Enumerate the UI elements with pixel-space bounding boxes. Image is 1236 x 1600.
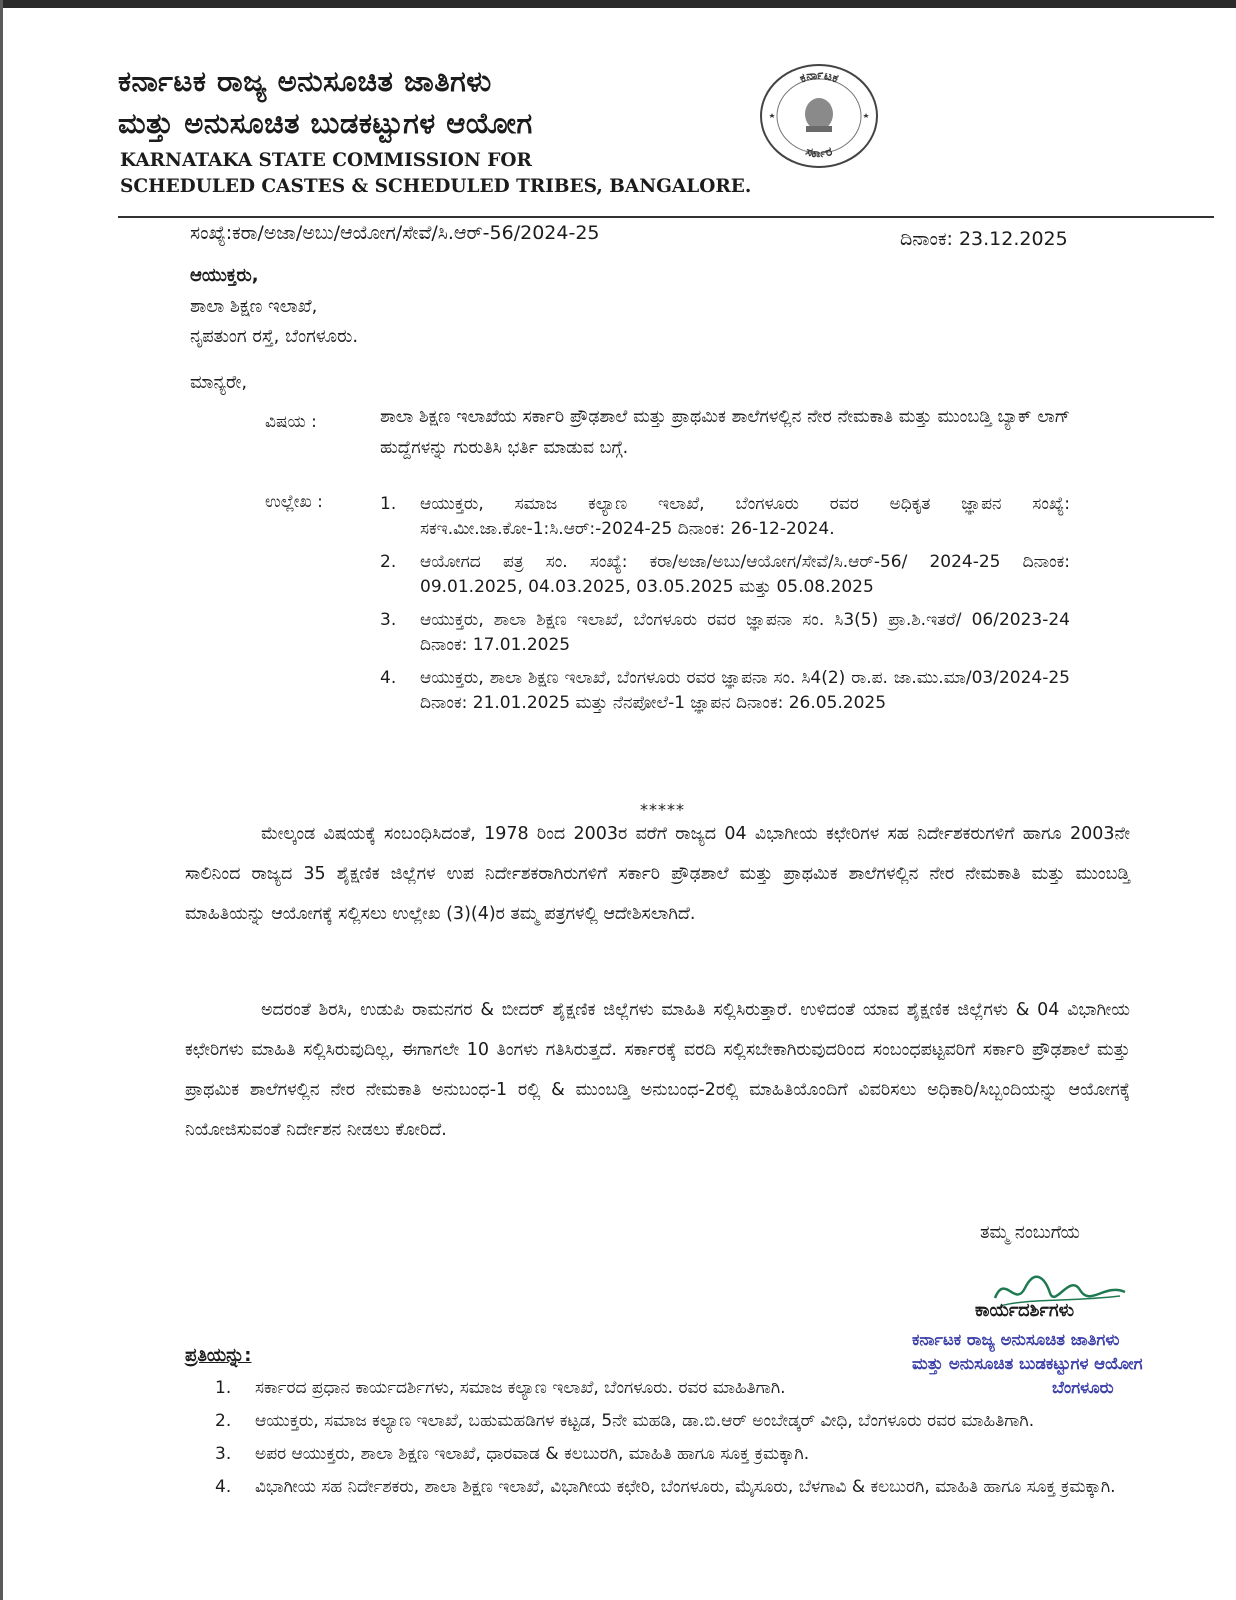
letter-date: ದಿನಾಂಕ: 23.12.2025 [900, 228, 1068, 250]
section-separator: ***** [640, 800, 685, 819]
header-kannada-line2: ಮತ್ತು ಅನುಸೂಚಿತ ಬುಡಕಟ್ಟುಗಳ ಆಯೋಗ [118, 106, 533, 140]
header-english-line1: KARNATAKA STATE COMMISSION FOR [120, 150, 532, 171]
header-english-line2: SCHEDULED CASTES & SCHEDULED TRIBES, BANGALORE. [120, 176, 752, 197]
copy-text: ಸರ್ಕಾರದ ಪ್ರಧಾನ ಕಾರ್ಯದರ್ಶಿಗಳು, ಸಮಾಜ ಕಲ್ಯಾಣ ಇಲಾಖೆ, ಬೆಂಗಳೂರು. ರವರ ಮಾಹಿತಿಗಾಗಿ. [255, 1378, 786, 1398]
svg-text:ಸರ್ಕಾರ: ಸರ್ಕಾರ [804, 144, 834, 161]
addressee-line1: ಆಯುಕ್ತರು, [190, 265, 259, 286]
references-label: ಉಲ್ಲೇಖ : [265, 492, 323, 512]
closing-phrase: ತಮ್ಮ ನಂಬುಗೆಯ [980, 1222, 1080, 1243]
reference-text: ಆಯುಕ್ತರು, ಸಮಾಜ ಕಲ್ಯಾಣ ಇಲಾಖೆ, ಬೆಂಗಳೂರು ರವರ ಅಧಿಕೃತ ಜ್ಞಾಪನ ಸಂಖ್ಯೆ: ಸಕಇ.ಮೀ.ಜಾ.ಕೋ-1:ಸಿ.ಆರ್:-2024-25 ದಿನಾಂಕ: 26-12-2024. [420, 494, 1070, 539]
reference-item [380, 608, 1070, 658]
body-paragraph-1: ಮೇಲ್ಕಂಡ ವಿಷಯಕ್ಕೆ ಸಂಬಂಧಿಸಿದಂತೆ, 1978 ರಿಂದ 2003ರ ವರೆಗೆ ರಾಜ್ಯದ 04 ವಿಭಾಗೀಯ ಕಛೇರಿಗಳ ಸಹ ನಿರ್ದೇಶಕರುಗಳಿಗೆ ಹಾಗೂ 2003ನೇ ಸಾಲಿನಿಂದ ರಾಜ್ಯದ 35 ಶೈಕ್ಷಣಿಕ ಜಿಲ್ಲೆಗಳ ಉಪ ನಿರ್ದೇಶಕರಾಗಿರುಗಳಿಗೆ ಸರ್ಕಾರಿ ಪ್ರೌಢಶಾಲೆ ಮತ್ತು ಪ್ರಾಥಮಿಕ ಶಾಲೆಗಳಲ್ಲಿನ ನೇರ ನೇಮಕಾತಿ ಮತ್ತು ಮುಂಬಡ್ತಿ ಮಾಹಿತಿಯನ್ನು ಆಯೋಗಕ್ಕೆ ಸಲ್ಲಿಸಲು ಉಲ್ಲೇಖ (3)(4)ರ ತಮ್ಮ ಪತ್ರಗಳಲ್ಲಿ ಆದೇಶಿಸಲಾಗಿದೆ. [185, 824, 1130, 924]
copy-to-list [215, 1376, 1135, 1508]
subject-label: ವಿಷಯ : [265, 412, 317, 432]
copy-number-marker: 1. [215, 1378, 232, 1398]
reference-number-marker: 3. [380, 610, 397, 630]
addressee-line2: ಶಾಲಾ ಶಿಕ್ಷಣ ಇಲಾಖೆ, [190, 296, 318, 317]
copy-item [215, 1376, 1135, 1401]
reference-number: ಸಂಖ್ಯೆ:ಕರಾ/ಅಜಾ/ಅಬು/ಆಯೋಗ/ಸೇವೆ/ಸಿ.ಆರ್-56/2024-25 [190, 222, 600, 244]
stamp-line2: ಮತ್ತು ಅನುಸೂಚಿತ ಬುಡಕಟ್ಟುಗಳ ಆಯೋಗ [912, 1354, 1143, 1373]
reference-number-marker: 2. [380, 552, 397, 572]
header-divider [118, 216, 1214, 218]
subject-text: ಶಾಲಾ ಶಿಕ್ಷಣ ಇಲಾಖೆಯ ಸರ್ಕಾರಿ ಪ್ರೌಢಶಾಲೆ ಮತ್ತು ಪ್ರಾಥಮಿಕ ಶಾಲೆಗಳಲ್ಲಿನ ನೇರ ನೇಮಕಾತಿ ಮತ್ತು ಮುಂಬಡ್ತಿ ಬ್ಯಾಕ್ ಲಾಗ್ ಹುದ್ದೆಗಳನ್ನು ಗುರುತಿಸಿ ಭರ್ತಿ ಮಾಡುವ ಬಗ್ಗೆ. [380, 407, 1070, 458]
references-list [380, 492, 1070, 724]
reference-text: ಆಯುಕ್ತರು, ಶಾಲಾ ಶಿಕ್ಷಣ ಇಲಾಖೆ, ಬೆಂಗಳೂರು ರವರ ಜ್ಞಾಪನಾ ಸಂ. ಸಿ4(2) ರಾ.ಪ. ಜಾ.ಮು.ಮಾ/03/2024-25 ದಿನಾಂಕ: 21.01.2025 ಮತ್ತು ನೆನಪೋಲೆ-1 ಜ್ಞಾಪನ ದಿನಾಂಕ: 26.05.2025 [420, 668, 1070, 713]
copy-item [215, 1475, 1135, 1500]
body-paragraph-2: ಅದರಂತೆ ಶಿರಸಿ, ಉಡುಪಿ ರಾಮನಗರ & ಬೀದರ್ ಶೈಕ್ಷಣಿಕ ಜಿಲ್ಲೆಗಳು ಮಾಹಿತಿ ಸಲ್ಲಿಸಿರುತ್ತಾರೆ. ಉಳಿದಂತೆ ಯಾವ ಶೈಕ್ಷಣಿಕ ಜಿಲ್ಲೆಗಳು & 04 ವಿಭಾಗೀಯ ಕಛೇರಿಗಳು ಮಾಹಿತಿ ಸಲ್ಲಿಸಿರುವುದಿಲ್ಲ, ಈಗಾಗಲೇ 10 ತಿಂಗಳು ಗತಿಸಿರುತ್ತದೆ. ಸರ್ಕಾರಕ್ಕೆ ವರದಿ ಸಲ್ಲಿಸಬೇಕಾಗಿರುವುದರಿಂದ ಸಂಬಂಧಪಟ್ಟವರಿಗೆ ಸರ್ಕಾರಿ ಪ್ರೌಢಶಾಲೆ ಮತ್ತು ಪ್ರಾಥಮಿಕ ಶಾಲೆಗಳಲ್ಲಿನ ನೇರ ನೇಮಕಾತಿ ಅನುಬಂಧ-1 ರಲ್ಲಿ & ಮುಂಬಡ್ತಿ ಅನುಬಂಧ-2ರಲ್ಲಿ ಮಾಹಿತಿಯೊಂದಿಗೆ ವಿವರಿಸಲು ಅಧಿಕಾರಿ/ಸಿಬ್ಬಂದಿಯನ್ನು ಆಯೋಗಕ್ಕೆ ನಿಯೋಜಿಸುವಂತೆ ನಿರ್ದೇಶನ ನೀಡಲು ಕೋರಿದೆ. [185, 1000, 1130, 1140]
copy-item [215, 1409, 1135, 1434]
copy-to-label: ಪ್ರತಿಯನ್ನು: [185, 1345, 252, 1366]
copy-number-marker: 2. [215, 1411, 232, 1431]
reference-text: ಆಯುಕ್ತರು, ಶಾಲಾ ಶಿಕ್ಷಣ ಇಲಾಖೆ, ಬೆಂಗಳೂರು ರವರ ಜ್ಞಾಪನಾ ಸಂ. ಸಿ3(5) ಪ್ರಾ.ಶಿ.ಇತರೆ/ 06/2023-24 ದಿನಾಂಕ: 17.01.2025 [420, 610, 1070, 655]
karnataka-government-emblem-icon [756, 60, 882, 172]
header-kannada-line1: ಕರ್ನಾಟಕ ರಾಜ್ಯ ಅನುಸೂಚಿತ ಜಾತಿಗಳು [118, 64, 492, 98]
reference-number-marker: 1. [380, 494, 397, 514]
reference-item [380, 550, 1070, 600]
reference-text: ಆಯೋಗದ ಪತ್ರ ಸಂ. ಸಂಖ್ಯೆ: ಕರಾ/ಅಜಾ/ಅಬು/ಆಯೋಗ/ಸೇವೆ/ಸಿ.ಆರ್-56/ 2024-25 ದಿನಾಂಕ: 09.01.2025, 04.03.2025, 03.05.2025 ಮತ್ತು 05.08.2025 [420, 552, 1070, 597]
stamp-line3: ಬೆಂಗಳೂರು [1052, 1378, 1114, 1397]
reference-item [380, 666, 1070, 716]
reference-item [380, 492, 1070, 542]
copy-text: ವಿಭಾಗೀಯ ಸಹ ನಿರ್ದೇಶಕರು, ಶಾಲಾ ಶಿಕ್ಷಣ ಇಲಾಖೆ, ವಿಭಾಗೀಯ ಕಛೇರಿ, ಬೆಂಗಳೂರು, ಮೈಸೂರು, ಬೆಳಗಾವಿ & ಕಲಬುರಗಿ, ಮಾಹಿತಿ ಹಾಗೂ ಸೂಕ್ತ ಕ್ರಮಕ್ಕಾಗಿ. [255, 1477, 1116, 1497]
copy-text: ಆಯುಕ್ತರು, ಸಮಾಜ ಕಲ್ಯಾಣ ಇಲಾಖೆ, ಬಹುಮಹಡಿಗಳ ಕಟ್ಟಡ, 5ನೇ ಮಹಡಿ, ಡಾ.ಬಿ.ಆರ್ ಅಂಬೇಡ್ಕರ್ ವೀಧಿ, ಬೆಂಗಳೂರು ರವರ ಮಾಹಿತಿಗಾಗಿ. [255, 1411, 1035, 1431]
addressee-line3: ನೃಪತುಂಗ ರಸ್ತೆ, ಬೆಂಗಳೂರು. [190, 326, 359, 347]
copy-number-marker: 4. [215, 1477, 232, 1497]
svg-text:ಕರ್ನಾಟಕ: ಕರ್ನಾಟಕ [797, 67, 841, 86]
reference-number-marker: 4. [380, 668, 397, 688]
copy-item [215, 1442, 1135, 1467]
scan-top-edge [0, 0, 1236, 8]
copy-number-marker: 3. [215, 1444, 232, 1464]
salutation: ಮಾನ್ಯರೇ, [190, 372, 248, 393]
scan-left-edge [0, 0, 3, 1600]
designation: ಕಾರ್ಯದರ್ಶಿಗಳು [975, 1300, 1075, 1321]
stamp-line1: ಕರ್ನಾಟಕ ರಾಜ್ಯ ಅನುಸೂಚಿತ ಜಾತಿಗಳು [912, 1330, 1120, 1349]
copy-text: ಅಪರ ಆಯುಕ್ತರು, ಶಾಲಾ ಶಿಕ್ಷಣ ಇಲಾಖೆ, ಧಾರವಾಡ & ಕಲಬುರಗಿ, ಮಾಹಿತಿ ಹಾಗೂ ಸೂಕ್ತ ಕ್ರಮಕ್ಕಾಗಿ. [255, 1444, 810, 1464]
